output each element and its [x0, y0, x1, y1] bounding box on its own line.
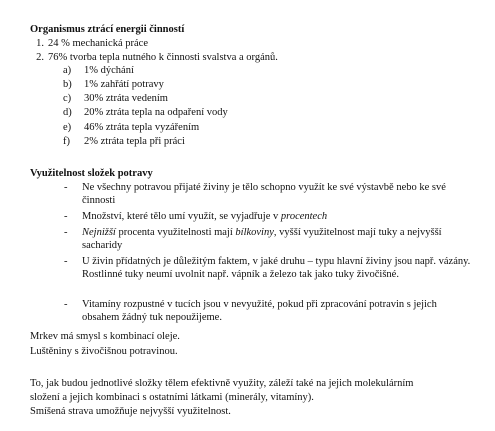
bullet-text: Vitamíny rozpustné v tucích jsou v nevyužité, pokud při zpracování potravin s jejich obsahem žádný tuk nepoužijeme.	[82, 299, 437, 323]
bullet-dash: -	[64, 182, 68, 193]
sub-list-letter: b)	[63, 79, 72, 90]
sub-list-item	[63, 78, 164, 91]
sub-list-item	[63, 121, 199, 134]
list-number: 1.	[36, 38, 44, 49]
bullet-text	[82, 226, 472, 252]
note-line: Mrkev má smysl s kombinací oleje.	[30, 331, 180, 342]
bullet-text	[82, 210, 472, 223]
sub-list-item	[63, 106, 228, 119]
bullet-text-part: Množství, které tělo umí využít, se vyjadřuje v	[82, 211, 281, 222]
list-item-text: 24 % mechanická práce	[48, 38, 148, 49]
sub-list-text: 30% ztráta vedením	[84, 93, 168, 104]
bullet-dash: -	[64, 227, 68, 238]
sub-list-text: 2% ztráta tepla při práci	[84, 136, 185, 147]
sub-list-letter: c)	[63, 93, 72, 104]
sub-list-text: 1% dýchání	[84, 65, 134, 76]
closing-line: složení a jejich kombinaci s ostatními látkami (minerály, vitamíny).	[30, 392, 314, 403]
bullet-dash: -	[64, 299, 68, 310]
bullet-dash: -	[64, 256, 68, 267]
list-item	[30, 51, 278, 64]
section-heading-energy-loss: Organismus ztrácí energii činností	[30, 24, 185, 35]
sub-list-letter: f)	[63, 136, 70, 147]
sub-list-item	[63, 64, 134, 77]
list-number: 2.	[36, 52, 44, 63]
sub-list-text: 20% ztráta tepla na odpaření vody	[84, 107, 228, 118]
bullet-text-italic: procentech	[280, 211, 328, 222]
closing-line: To, jak budou jednotlivé složky tělem efektivně využity, záleží také na jejich molekulárním	[30, 378, 414, 389]
sub-list-item	[63, 135, 185, 148]
bullet-dash: -	[64, 211, 68, 222]
bullet-text-italic: Nejnižší	[82, 227, 116, 238]
bullet-text-part: procenta využitelnosti mají	[115, 227, 236, 238]
sub-list-text: 1% zahřátí potravy	[84, 79, 164, 90]
list-item-text: 76% tvorba tepla nutného k činnosti svalstva a orgánů.	[48, 52, 278, 63]
list-item	[30, 37, 148, 50]
closing-line: Smíšená strava umožňuje nejvyšší využitelnost.	[30, 406, 231, 417]
sub-list-letter: e)	[63, 122, 72, 133]
sub-list-text: 46% ztráta tepla vyzářením	[84, 122, 200, 133]
section-heading-usability: Využitelnost složek potravy	[30, 168, 153, 179]
note-line: Luštěniny s živočišnou potravinou.	[30, 346, 178, 357]
sub-list-letter: d)	[63, 107, 72, 118]
bullet-text: U živin přídatných je důležitým faktem, v jaké druhu – typu hlavní živiny jsou např. vázány. Rostlinné tuky neumí uvolnit např. vápník a železo tak jako tuky živočišné.	[82, 256, 471, 280]
bullet-text: Ne všechny potravou přijaté živiny je tělo schopno využít ke své výstavbě nebo ke své činnosti	[82, 182, 446, 206]
sub-list-item	[63, 92, 168, 105]
sub-list-letter: a)	[63, 65, 72, 76]
bullet-text-italic: bílkoviny	[235, 227, 274, 238]
bullet-text-part: , vyšší využitelnost mají tuky a nejvyšší sacharidy	[82, 227, 442, 251]
